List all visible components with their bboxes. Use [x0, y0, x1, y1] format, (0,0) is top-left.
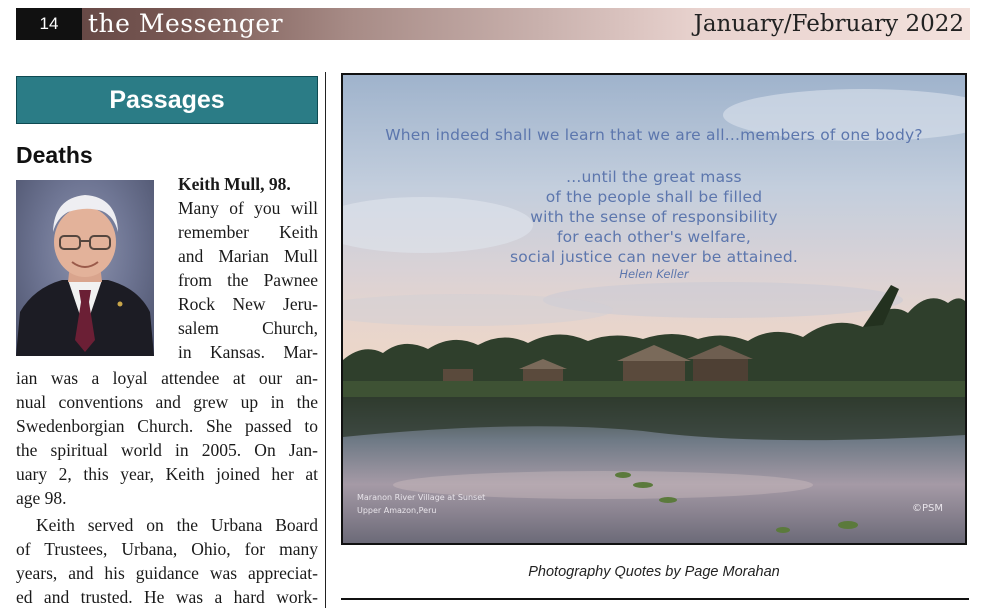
page-number: 14 [16, 8, 82, 40]
article-line: in Kansas. Mar- [178, 342, 318, 362]
article-line: from the Pawnee [178, 270, 318, 290]
bottom-rule [341, 598, 969, 600]
photo-region: Upper Amazon,Peru [357, 506, 437, 515]
article-line: age 98. [16, 488, 67, 508]
photo-caption: Photography Quotes by Page Morahan [528, 564, 780, 580]
article-line: salem Church, [178, 318, 318, 338]
quote-line: ...until the great mass [566, 168, 742, 186]
article-line: nual conventions and grew up in the [16, 392, 318, 412]
quote-author: Helen Keller [619, 267, 689, 281]
article-line: and Marian Mull [178, 246, 318, 266]
article-line: uary 2, this year, Keith joined her at [16, 464, 318, 484]
article-line: Swedenborgian Church. She passed to [16, 416, 318, 436]
photo-copyright: ©PSM [911, 503, 943, 514]
article-line: remember Keith [178, 222, 318, 242]
article-line: years, and his guidance was appreciat- [16, 563, 318, 583]
publication-title: the Messenger [88, 9, 284, 38]
article-line: of Trustees, Urbana, Ohio, for many [16, 539, 318, 559]
article-line: Rock New Jeru- [178, 294, 318, 314]
article-name: Keith Mull, 98. [178, 174, 291, 194]
quote-line: social justice can never be attained. [509, 248, 799, 266]
portrait-photo [16, 180, 154, 356]
quote-line: of the people shall be filled [545, 188, 763, 206]
article-line: the spiritual world in 2005. On Jan- [16, 440, 318, 460]
column-divider [325, 72, 326, 608]
quote-line: for each other's welfare, [556, 228, 752, 246]
page-header [16, 8, 970, 40]
article-line: ed and trusted. He was a hard work- [16, 587, 318, 607]
deaths-heading: Deaths [16, 142, 93, 168]
article-line: Many of you will [178, 198, 318, 218]
section-title: Passages [16, 76, 318, 124]
article-line: Keith served on the Urbana Board [36, 515, 318, 535]
quote-intro: When indeed shall we learn that we are all...members of one body? [385, 126, 923, 144]
photo-location: Maranon River Village at Sunset [357, 493, 486, 502]
issue-date: January/February 2022 [693, 11, 964, 37]
quote-line: with the sense of responsibility [530, 208, 778, 226]
article-line: ian was a loyal attendee at our an- [16, 368, 318, 388]
sunset-photo [341, 73, 967, 545]
